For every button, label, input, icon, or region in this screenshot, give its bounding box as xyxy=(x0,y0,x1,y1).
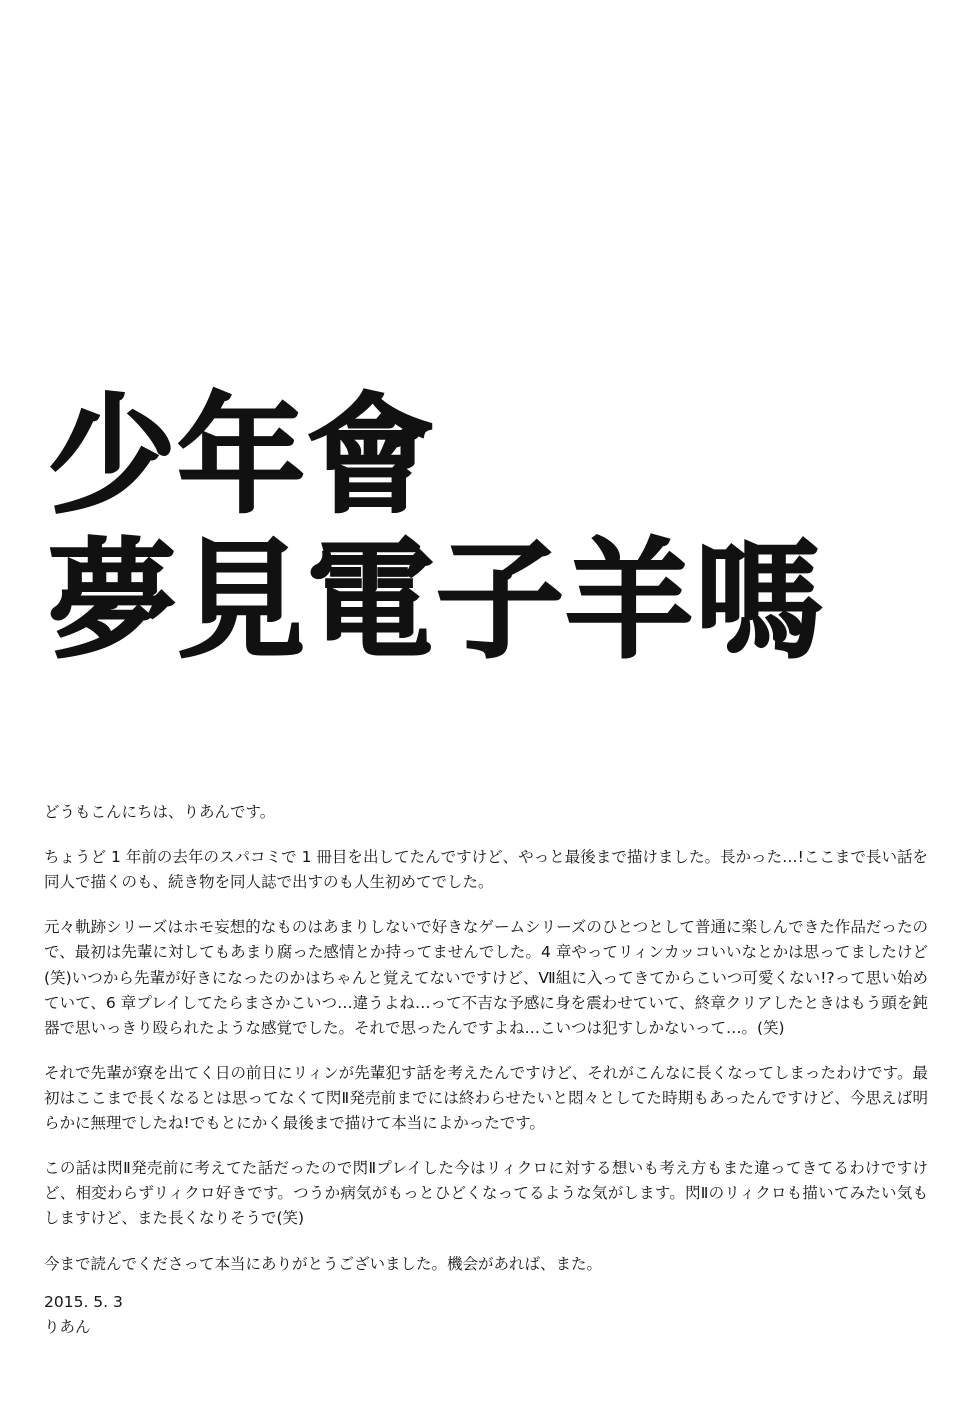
title-line-primary: 少年會 xyxy=(48,382,436,531)
afterword-paragraph: この話は閃Ⅱ発売前に考えてた話だったので閃Ⅱプレイした今はリィクロに対する想いも考え方もまた違ってきてるわけですけど、相変わらずリィクロ好きです。つうか病気がもっとひどくなってるような気がします。閃Ⅱのリィクロも描いてみたい気もしますけど、また長くなりそうで(笑) xyxy=(44,1159,928,1228)
afterword-paragraph: 元々軌跡シリーズはホモ妄想的なものはあまりしないで好きなゲームシリーズのひとつとして普通に楽しんできた作品だったので、最初は先輩に対してもあまり腐った感情とか持ってませんでした。4 章やってリィンカッコいいなとかは思ってましたけど(笑)いつから先輩が好きになったのかはちゃんと覚えてないですけど、Ⅶ組に入ってきてからこいつ可愛くない!?って思い始めていて、6 章プレイしてたらまさかこいつ…違うよね…って不吉な予感に身を震わせていて、終章クリアしたときはもう頭を鈍器で思いっきり殴られたような感覚でした。それで思ったんですよね…こいつは犯すしかないって…。(笑) xyxy=(44,918,928,1037)
afterword-paragraph: どうもこんにちは、りあんです。 xyxy=(44,803,276,821)
afterword-paragraph: 今まで読んでくださって本当にありがとうございました。機会があれば、また。 xyxy=(44,1254,603,1273)
title-line-secondary: 夢見電子羊嗎 xyxy=(48,526,824,676)
afterword-paragraph: ちょうど 1 年前の去年のスパコミで 1 冊目を出してたんですけど、やっと最後まで描けました。長かった…!ここまで長い話を同人で描くのも、続き物を同人誌で出すのも人生初めてでした。 xyxy=(44,848,928,892)
afterword-paragraph: それで先輩が寮を出てく日の前日にリィンが先輩犯す話を考えたんですけど、それがこんなに長くなってしまったわけです。最初はここまで長くなるとは思ってなくて閃Ⅱ発売前までには終わらせたいと悶々としてた時期もあったんですけど、今思えば明らかに無理でしたね!でもとにかく最後まで描けて本当によかったです。 xyxy=(44,1063,928,1133)
afterword-body xyxy=(44,800,928,1277)
signature-date: 2015. 5. 3 xyxy=(44,1293,123,1311)
signature-block xyxy=(44,1290,123,1340)
signature-author: りあん xyxy=(44,1318,91,1337)
title-block xyxy=(48,382,928,676)
